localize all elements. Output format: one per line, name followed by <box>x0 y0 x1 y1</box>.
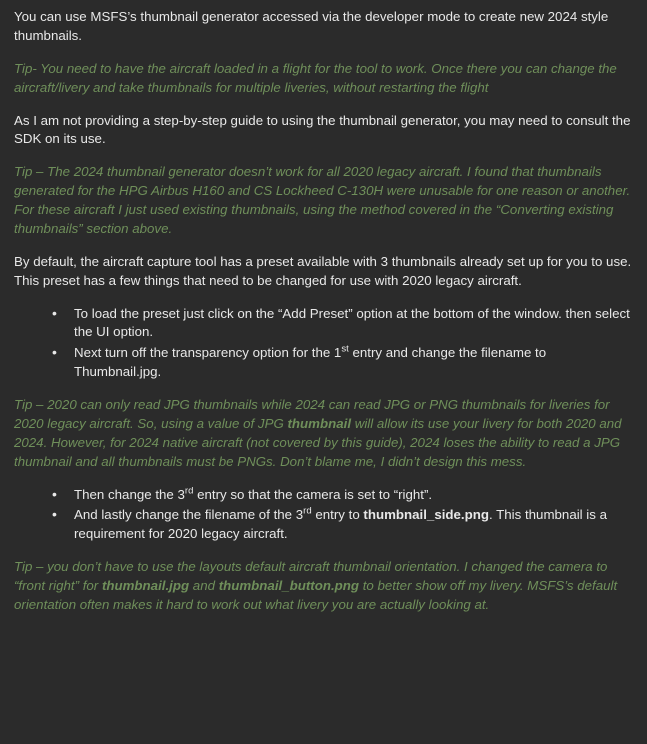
paragraph-intro: You can use MSFS’s thumbnail generator accessed via the developer mode to create new 2024 style thumbnails. <box>14 9 609 43</box>
list-item-text-mid: entry to <box>311 507 364 523</box>
list-item-text-after: . This thumbnail is a requirement for 2020 legacy aircraft. <box>74 507 608 542</box>
tip-text-part1: Tip – you don’t have to use the layouts default aircraft thumbnail orientation. I changed the camera to “front right” for <box>14 559 608 593</box>
filename-bold-thumbnail-jpg: thumbnail.jpg <box>101 578 190 593</box>
list-item <box>52 506 633 544</box>
paragraph-sdk-note: As I am not providing a step-by-step guide to using the thumbnail generator, you may need to consult the SDK on its use. <box>14 112 631 147</box>
tip-text-part2: will allow its use your livery for both 2020 and 2024. However, for 2024 native aircraft (not covered by this guide), 2024 loses the ability to read a JPG thumbnail and all thumbnails must be PNGs. Don’t blame me, I didn’t design this mess. <box>14 415 622 469</box>
instruction-list-2 <box>14 486 633 545</box>
tip-paragraph-4 <box>14 558 633 615</box>
tip-paragraph-3 <box>14 396 633 472</box>
list-item-text-after: entry so that the camera is set to “right”. <box>193 486 433 502</box>
tip-text-part3: to better show off my livery. MSFS’s default orientation often makes it hard to work out what livery you are actually looking at. <box>14 578 618 612</box>
list-item-text-before: Then change the 3 <box>74 486 185 502</box>
filename-bold: thumbnail_side.png <box>363 507 489 523</box>
filename-bold-thumbnail-button-png: thumbnail_button.png <box>218 578 360 593</box>
ordinal-suffix: st <box>341 343 349 355</box>
tip-text-part1: Tip – 2020 can only read JPG thumbnails while 2024 can read JPG or PNG thumbnails for liveries for 2020 legacy aircraft. So, using a value of JPG <box>14 397 610 431</box>
instruction-list-1 <box>14 305 633 383</box>
list-item-text-after: entry and change the filename to Thumbnail.jpg. <box>74 345 547 380</box>
list-item-text-before: Next turn off the transparency option for the 1 <box>74 345 342 361</box>
tip-paragraph-1: Tip- You need to have the aircraft loaded in a flight for the tool to work. Once there you can change the aircraft/livery and take thumbnails for multiple liveries, without restarting the flight <box>14 60 617 95</box>
list-item: • To load the preset just click on the “Add Preset” option at the bottom of the window. then select the UI option. <box>52 305 633 343</box>
ordinal-suffix: rd <box>184 485 194 497</box>
list-item-text-before: And lastly change the filename of the 3 <box>74 507 304 523</box>
list-item <box>52 486 633 505</box>
tip-bold-thumbnail: thumbnail <box>287 415 352 431</box>
ordinal-suffix: rd <box>303 505 312 517</box>
paragraph-preset-note: By default, the aircraft capture tool has a preset available with 3 thumbnails already set up for you to use. This preset has a few things that need to be changed for use with 2020 legacy aircraft. <box>14 253 632 288</box>
tip-paragraph-2: Tip – The 2024 thumbnail generator doesn’t work for all 2020 legacy aircraft. I found that thumbnails generated for the HPG Airbus H160 and CS Lockheed C-130H were unusable for one reason or another. For these aircraft I just used existing thumbnails, using the method covered in the “Converting existing thumbnails” section above. <box>14 164 631 236</box>
tip-text-part2: and <box>189 578 219 593</box>
list-item <box>52 344 633 382</box>
